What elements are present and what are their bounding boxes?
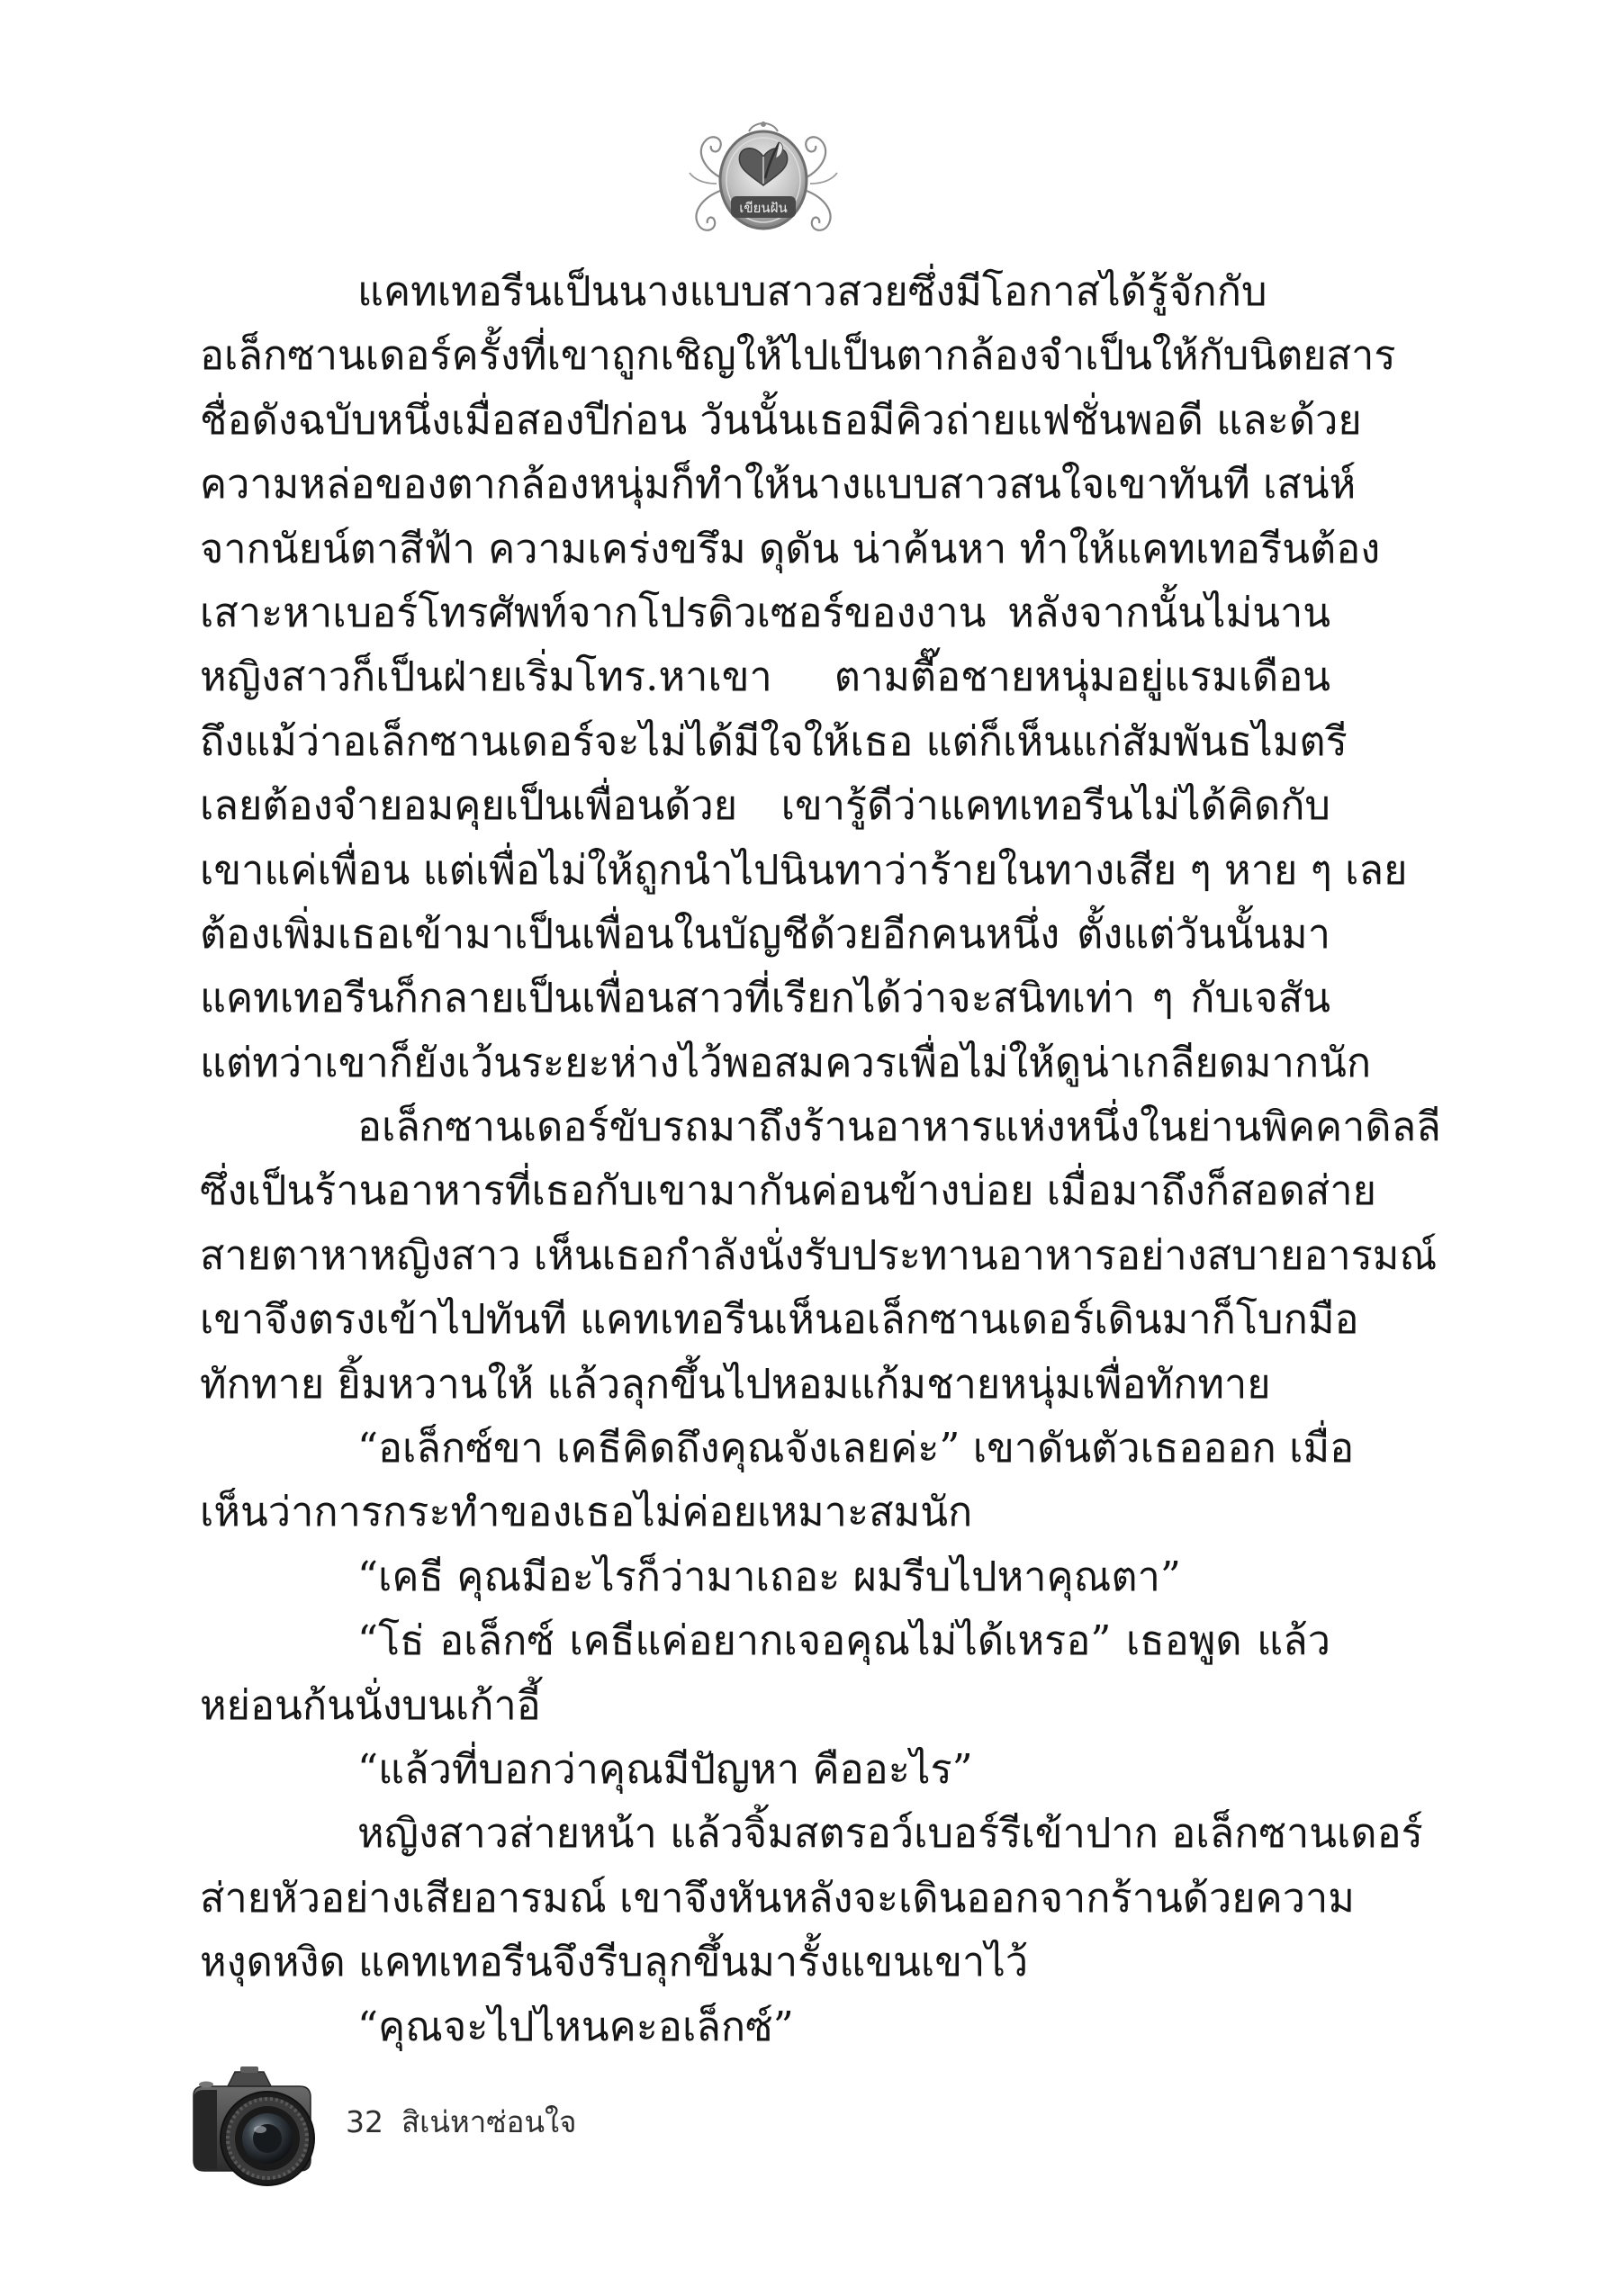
paragraph-line: เสาะหาเบอร์โทรศัพท์จากโปรดิวเซอร์ของงาน หลังจากนั้นไม่นาน — [200, 588, 1330, 636]
paragraph-line: “อเล็กซ์ขา เคธีคิดถึงคุณจังเลยค่ะ” เขาดันตัวเธอออก เมื่อ — [357, 1424, 1355, 1472]
publisher-logo — [686, 115, 841, 243]
paragraph-line: ซึ่งเป็นร้านอาหารที่เธอกับเขามากันค่อนข้างบ่อย เมื่อมาถึงก็สอดส่าย — [200, 1166, 1376, 1215]
paragraph-line: เห็นว่าการกระทำของเธอไม่ค่อยเหมาะสมนัก — [200, 1488, 973, 1536]
paragraph-line: แคทเทอรีนเป็นนางแบบสาวสวยซึ่งมีโอกาสได้รู้จักกับ — [357, 267, 1267, 315]
paragraph-line: ส่ายหัวอย่างเสียอารมณ์ เขาจึงหันหลังจะเดินออกจากร้านด้วยความ — [200, 1873, 1355, 1922]
logo-text: เขียนฝัน — [739, 200, 788, 216]
body-text — [200, 259, 1441, 2058]
paragraph-line: สายตาหาหญิงสาว เห็นเธอกำลังนั่งรับประทานอาหารอย่างสบายอารมณ์ — [200, 1230, 1438, 1279]
paragraph-line: หย่อนก้นนั่งบนเก้าอี้ — [200, 1680, 541, 1729]
paragraph-line: ทักทาย ยิ้มหวานให้ แล้วลุกขึ้นไปหอมแก้มชายหนุ่มเพื่อทักทาย — [200, 1359, 1271, 1408]
paragraph — [200, 1608, 1330, 1737]
paragraph — [200, 1994, 1330, 2058]
paragraph-line: เลยต้องจำยอมคุยเป็นเพื่อนด้วย เขารู้ดีว่าแคทเทอรีนไม่ได้คิดกับ — [200, 781, 1330, 830]
paragraph-line: ชื่อดังฉบับหนึ่งเมื่อสองปีก่อน วันนั้นเธอมีคิวถ่ายแฟชั่นพอดี และด้วย — [200, 395, 1362, 444]
paragraph-line: ถึงแม้ว่าอเล็กซานเดอร์จะไม่ได้มีใจให้เธอ แต่ก็เห็นแก่สัมพันธไมตรี — [200, 716, 1348, 765]
paragraph — [200, 1094, 1441, 1416]
paragraph-line: เขาแค่เพื่อน แต่เพื่อไม่ให้ถูกนำไปนินทาว่าร้ายในทางเสีย ๆ หาย ๆ เลย — [200, 845, 1408, 894]
paragraph-line: หญิงสาวส่ายหน้า แล้วจิ้มสตรอว์เบอร์รีเข้าปาก อเล็กซานเดอร์ — [357, 1809, 1423, 1858]
paragraph-line: “คุณจะไปไหนคะอเล็กซ์” — [357, 2002, 794, 2050]
paragraph — [200, 259, 1408, 1094]
paragraph-line: แคทเทอรีนก็กลายเป็นเพื่อนสาวที่เรียกได้ว่าจะสนิทเท่า ๆ กับเจสัน — [200, 974, 1330, 1022]
paragraph-line: “เคธี คุณมีอะไรก็ว่ามาเถอะ ผมรีบไปหาคุณตา” — [357, 1552, 1181, 1600]
book-title: สิเน่หาซ่อนใจ — [401, 2104, 577, 2139]
paragraph-line: จากนัยน์ตาสีฟ้า ความเคร่งขรึม ดุดัน น่าค้นหา ทำให้แคทเทอรีนต้อง — [200, 524, 1381, 572]
paragraph-line: อเล็กซานเดอร์ขับรถมาถึงร้านอาหารแห่งหนึ่งในย่านพิคคาดิลลี — [357, 1103, 1441, 1151]
paragraph — [200, 1737, 1330, 1801]
paragraph-line: หงุดหงิด แคทเทอรีนจึงรีบลุกขึ้นมารั้งแขนเขาไว้ — [200, 1938, 1029, 1986]
paragraph-line: ต้องเพิ่มเธอเข้ามาเป็นเพื่อนในบัญชีด้วยอีกคนหนึ่ง ตั้งแต่วันนั้นมา — [200, 909, 1330, 958]
paragraph — [200, 1801, 1423, 1994]
camera-icon — [185, 2059, 318, 2192]
paragraph-line: หญิงสาวก็เป็นฝ่ายเริ่มโทร.หาเขา ตามตื๊อชายหนุ่มอยู่แรมเดือน — [200, 653, 1330, 701]
paragraph-line: “โธ่ อเล็กซ์ เคธีแค่อยากเจอคุณไม่ได้เหรอ” เธอพูด แล้ว — [357, 1616, 1330, 1665]
page-number: 32 — [346, 2104, 383, 2139]
paragraph-line: “แล้วที่บอกว่าคุณมีปัญหา คืออะไร” — [357, 1744, 973, 1793]
paragraph — [200, 1544, 1330, 1608]
paragraph-line: ความหล่อของตากล้องหนุ่มก็ทำให้นางแบบสาวสนใจเขาทันที เสน่ห์ — [200, 460, 1357, 509]
paragraph-line: อเล็กซานเดอร์ครั้งที่เขาถูกเชิญให้ไปเป็นตากล้องจำเป็นให้กับนิตยสาร — [200, 331, 1396, 380]
paragraph-line: เขาจึงตรงเข้าไปทันที แคทเทอรีนเห็นอเล็กซานเดอร์เดินมาก็โบกมือ — [200, 1295, 1359, 1344]
paragraph-line: แต่ทว่าเขาก็ยังเว้นระยะห่างไว้พอสมควรเพื่อไม่ให้ดูน่าเกลียดมากนัก — [200, 1038, 1372, 1086]
paragraph — [200, 1416, 1355, 1544]
